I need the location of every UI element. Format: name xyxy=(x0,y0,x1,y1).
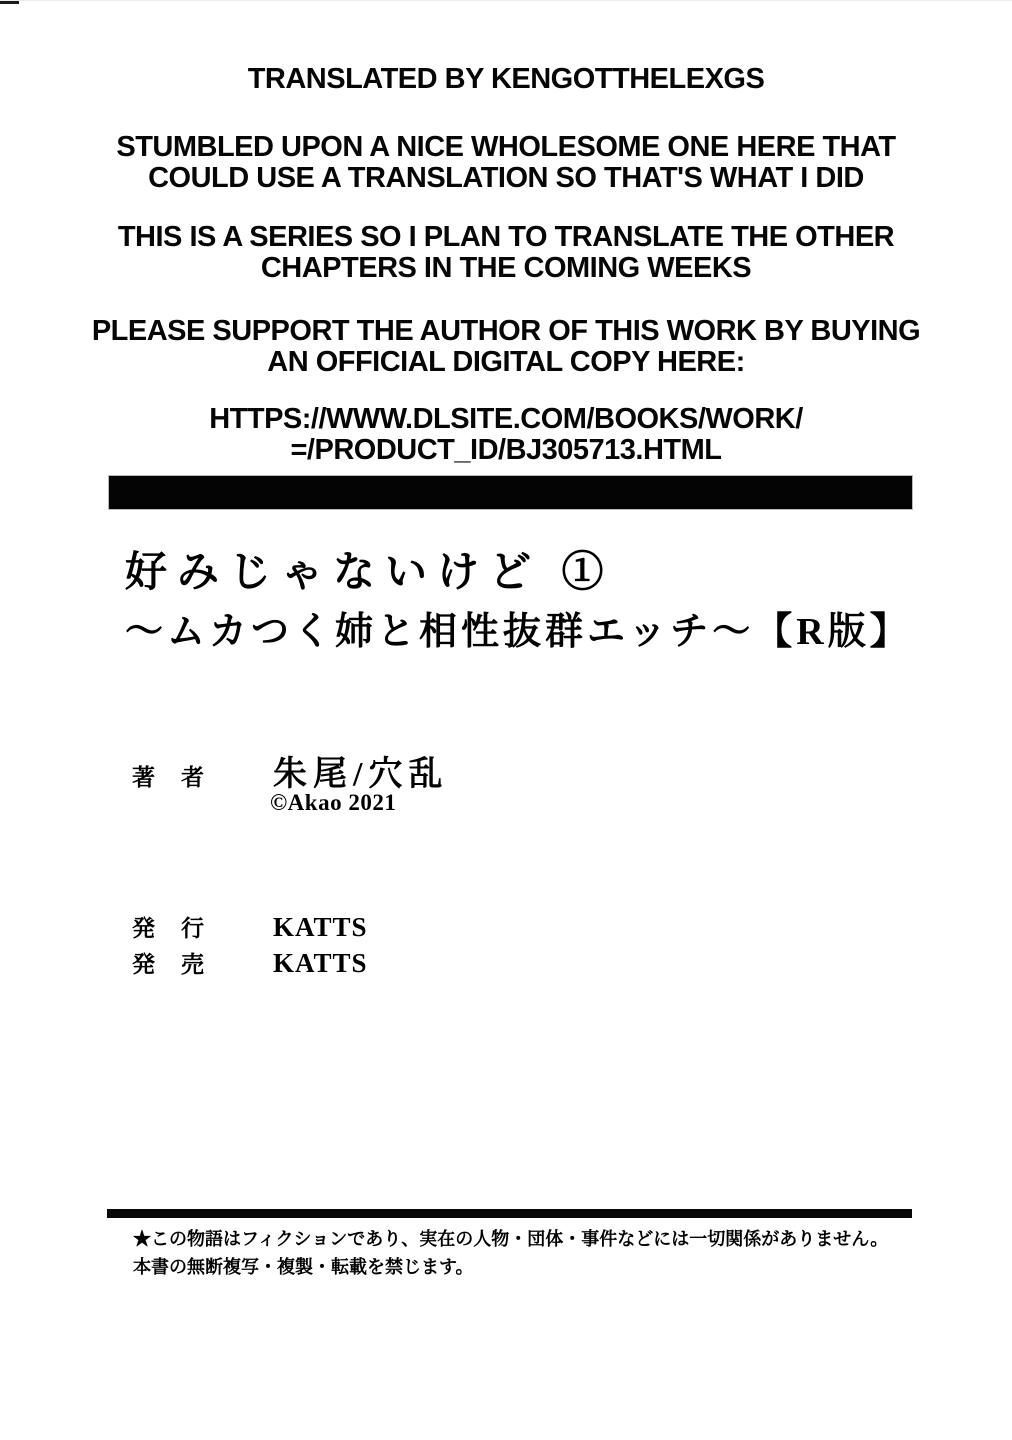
note-line: PLEASE SUPPORT THE AUTHOR OF THIS WORK BY BUYING xyxy=(91,315,921,347)
publisher-label-char: 行 xyxy=(181,916,204,941)
support-author-note xyxy=(0,316,1012,378)
note-line: COULD USE A TRANSLATION SO THAT'S WHAT I DID xyxy=(148,162,864,194)
publisher-row xyxy=(132,910,368,943)
note-line: AN OFFICIAL DIGITAL COPY HERE: xyxy=(267,346,745,378)
seller-label-char: 発 xyxy=(132,952,155,977)
series-plan-note xyxy=(0,222,1012,284)
url-line: HTTPS://WWW.DLSITE.COM/BOOKS/WORK/ xyxy=(209,403,803,435)
copyright-line: ©Akao 2021 xyxy=(270,790,397,815)
author-label-char: 者 xyxy=(181,765,204,790)
publisher-label xyxy=(132,910,204,943)
translator-credit xyxy=(0,64,1012,95)
legal-disclaimer xyxy=(133,1225,888,1281)
publisher-name: KATTS xyxy=(273,912,368,942)
author-row xyxy=(132,746,448,795)
author-label xyxy=(132,759,204,792)
work-title: 好みじゃないけど ① xyxy=(125,550,614,596)
note-line: THIS IS A SERIES SO I PLAN TO TRANSLATE THE OTHER xyxy=(117,221,895,253)
work-subtitle: 〜ムカつく姉と相性抜群エッチ〜【R版】 xyxy=(125,611,912,653)
translator-comment xyxy=(0,132,1012,194)
seller-name: KATTS xyxy=(273,948,368,978)
scan-artifact xyxy=(0,1,19,4)
disclaimer-line: ★この物語はフィクションであり、実在の人物・団体・事件などには一切関係がありません。 xyxy=(133,1229,889,1249)
author-name: 朱尾/穴乱 xyxy=(273,756,449,793)
author-label-char: 著 xyxy=(132,765,155,790)
publisher-label-char: 発 xyxy=(132,916,155,941)
disclaimer-line: 本書の無断複写・複製・転載を禁じます。 xyxy=(133,1257,474,1277)
footer-divider-bar xyxy=(107,1209,912,1218)
purchase-url xyxy=(0,404,1012,466)
seller-label-char: 売 xyxy=(181,952,204,977)
note-line: TRANSLATED BY KENGOTTHELEXGS xyxy=(247,63,765,95)
divider-bar xyxy=(109,476,912,509)
url-line: =/PRODUCT_ID/BJ305713.HTML xyxy=(290,434,722,466)
note-line: STUMBLED UPON A NICE WHOLESOME ONE HERE THAT xyxy=(116,131,896,163)
seller-label xyxy=(132,946,204,979)
note-line: CHAPTERS IN THE COMING WEEKS xyxy=(260,252,752,284)
seller-row xyxy=(132,946,368,979)
